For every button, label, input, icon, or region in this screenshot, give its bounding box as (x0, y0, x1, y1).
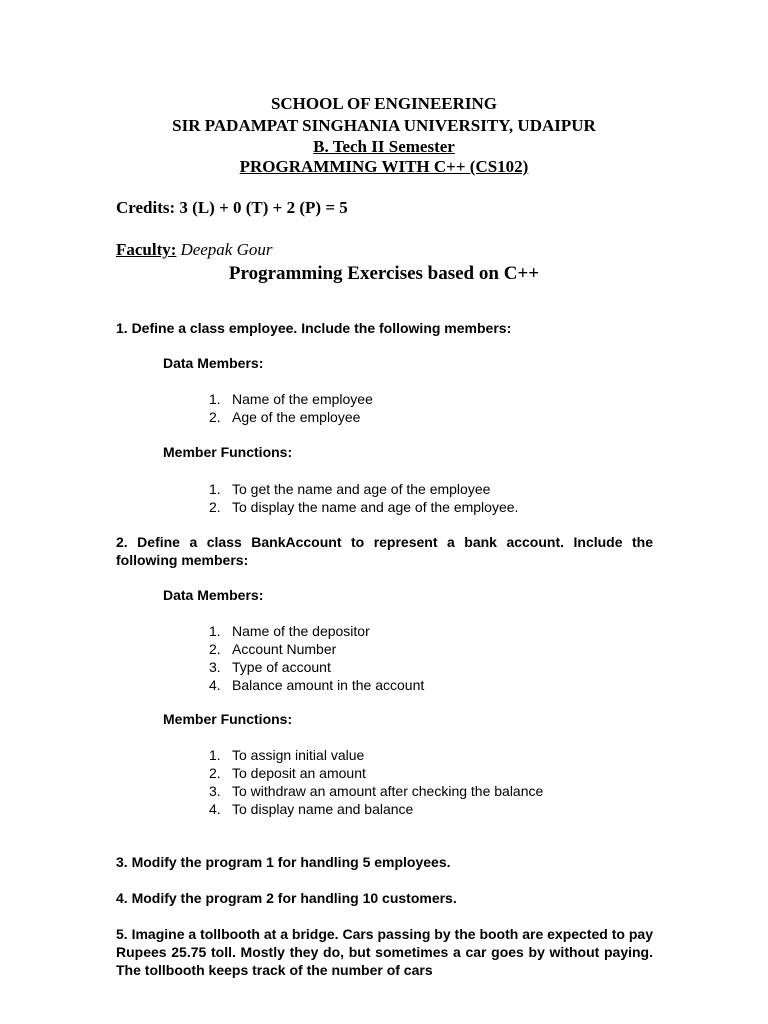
school-title: SCHOOL OF ENGINEERING (270, 94, 498, 113)
list-number: 2. (209, 765, 221, 781)
q1-data-members-heading: Data Members: (163, 355, 264, 371)
list-text: Balance amount in the account (232, 677, 425, 693)
semester-title: B. Tech II Semester (313, 137, 455, 156)
credits-line: Credits: 3 (L) + 0 (T) + 2 (P) = 5 (116, 198, 348, 217)
list-text: Type of account (232, 659, 331, 675)
list-item (205, 658, 424, 676)
q1-data-members-list (205, 390, 373, 426)
university-title: SIR PADAMPAT SINGHANIA UNIVERSITY, UDAIPUR (172, 116, 596, 135)
list-number: 2. (209, 409, 221, 425)
list-item (205, 480, 518, 498)
list-text: To deposit an amount (232, 765, 366, 781)
q1-member-functions-heading: Member Functions: (163, 444, 293, 460)
list-item (205, 676, 424, 694)
q2-member-functions-heading: Member Functions: (163, 711, 293, 727)
q2-member-functions-list (205, 746, 543, 818)
list-text: Name of the depositor (232, 623, 370, 639)
list-text: Name of the employee (232, 391, 373, 407)
q1-member-functions-list (205, 480, 518, 516)
question-3: 3. Modify the program 1 for handling 5 employees. (116, 854, 451, 870)
question-1: 1. Define a class employee. Include the following members: (116, 320, 512, 336)
list-item (205, 622, 424, 640)
list-number: 4. (209, 677, 221, 693)
list-number: 1. (209, 391, 221, 407)
list-item (205, 764, 543, 782)
list-item (205, 408, 373, 426)
list-text: Account Number (232, 641, 337, 657)
list-item (205, 800, 543, 818)
list-number: 2. (209, 641, 221, 657)
list-text: To display the name and age of the employee. (232, 499, 519, 515)
question-2: 2. Define a class BankAccount to represent a bank account. Include the following members: (116, 534, 653, 568)
list-number: 3. (209, 783, 221, 799)
exercises-subtitle: Programming Exercises based on C++ (228, 263, 540, 284)
list-item (205, 746, 543, 764)
list-item (205, 498, 518, 516)
semester-line-wrap (0, 137, 768, 157)
list-number: 3. (209, 659, 221, 675)
list-number: 1. (209, 623, 221, 639)
list-number: 2. (209, 499, 221, 515)
list-text: To assign initial value (232, 747, 365, 763)
list-number: 4. (209, 801, 221, 817)
list-text: To get the name and age of the employee (232, 481, 491, 497)
faculty-line (116, 240, 273, 260)
list-item (205, 390, 373, 408)
list-number: 1. (209, 481, 221, 497)
course-title: PROGRAMMING WITH C++ (CS102) (239, 157, 529, 176)
list-text: To display name and balance (232, 801, 414, 817)
question-5: 5. Imagine a tollbooth at a bridge. Cars passing by the booth are expected to pay Rupees 25.75 toll. Mostly they do, but sometimes a car goes by without paying. The tollbooth keeps track of the number of cars (116, 926, 653, 978)
question-4: 4. Modify the program 2 for handling 10 customers. (116, 890, 457, 906)
q2-data-members-heading: Data Members: (163, 587, 264, 603)
list-text: Age of the employee (232, 409, 361, 425)
list-item (205, 782, 543, 800)
list-item (205, 640, 424, 658)
list-number: 1. (209, 747, 221, 763)
faculty-name: Deepak Gour (180, 240, 273, 259)
course-line-wrap (0, 157, 768, 177)
faculty-label: Faculty: (116, 240, 177, 259)
q2-data-members-list (205, 622, 424, 694)
list-text: To withdraw an amount after checking the balance (232, 783, 544, 799)
